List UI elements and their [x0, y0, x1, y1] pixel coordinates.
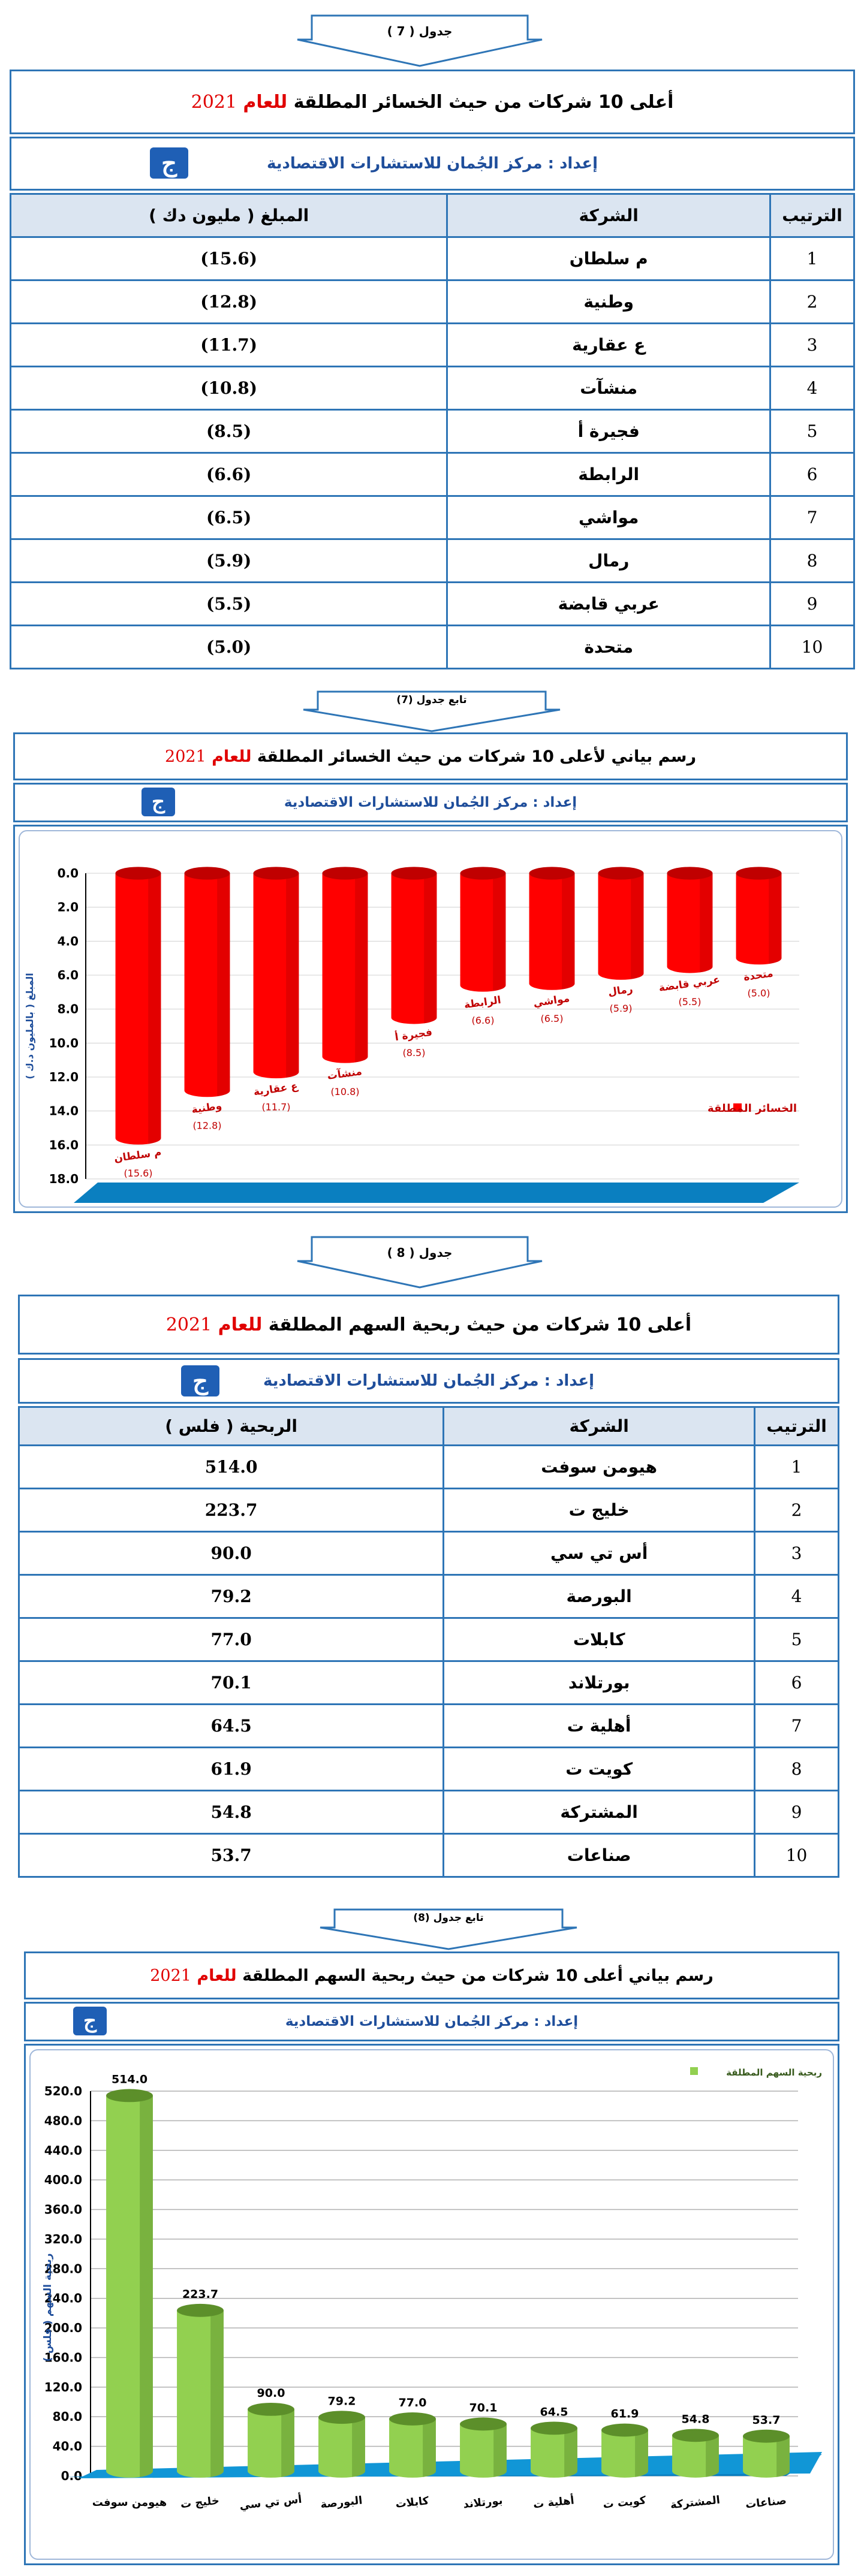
chart7-title-red: للعام: [212, 747, 252, 766]
chart7-ytick-label: 2.0: [57, 900, 79, 915]
table7-cell-value: (11.7): [11, 324, 447, 367]
table7-header-company: الشركة: [447, 194, 770, 237]
chart7-category-label: وطنية: [191, 1100, 223, 1117]
chart7-category-label: عربي قابضة: [658, 973, 721, 994]
table7-cell-rank: 6: [770, 453, 854, 496]
table8-cell-value: 223.7: [19, 1489, 444, 1532]
table8-row: [19, 1834, 839, 1877]
chart8-ytick-label: 480.0: [44, 2113, 82, 2128]
table7-credit: [10, 137, 855, 191]
chart8-title: [24, 1951, 839, 1999]
table8-cell-value: 54.8: [19, 1791, 444, 1834]
table7-credit-text: إعداد : مركز الجُمان للاستشارات الاقتصادية: [266, 155, 598, 173]
chart7-data-label: (10.8): [330, 1086, 360, 1097]
chart8-ylabel: ربحية السهم ( فلس ): [42, 2253, 54, 2362]
table7-row: [11, 237, 854, 280]
chart8-category-label: كويت ت: [602, 2494, 647, 2511]
table7-cell-value: (10.8): [11, 367, 447, 410]
table7-row: [11, 539, 854, 583]
chart7-data-label: (5.0): [747, 987, 770, 999]
table7-header-rank: الترتيب: [770, 194, 854, 237]
chart7-data-label: (6.5): [540, 1013, 564, 1025]
table7-cell-value: (6.5): [11, 496, 447, 539]
table8-title-text: أعلى 10 شركات من حيث ربحية السهم المطلقة: [268, 1314, 692, 1335]
chart8-ytick-label: 320.0: [44, 2231, 82, 2246]
chart7-ytick-label: 14.0: [49, 1103, 79, 1118]
table7-cell-value: (5.9): [11, 539, 447, 583]
chart8-data-label: 77.0: [398, 2396, 427, 2410]
table7-cell-value: (12.8): [11, 280, 447, 324]
chart7-title-year: 2021: [165, 747, 206, 766]
table8-cell-value: 90.0: [19, 1532, 444, 1575]
chart8-category-label: أس تي سي: [239, 2493, 303, 2512]
chart7-arrow-label: تابع جدول (7): [396, 694, 467, 706]
table8-row: [19, 1446, 839, 1489]
chart7-svg: [20, 831, 841, 1206]
table8-cell-company: كويت ت: [444, 1748, 755, 1791]
table7-cell-rank: 9: [770, 583, 854, 626]
chart7-data-label: (5.5): [678, 996, 702, 1008]
table7-header-value: المبلغ ( مليون دك ): [11, 194, 447, 237]
chart7-category-label: م سلطان: [113, 1146, 162, 1165]
chart8-category-label: المشتركة: [669, 2493, 721, 2512]
chart7-arrow: [300, 689, 564, 734]
table8-cell-value: 61.9: [19, 1748, 444, 1791]
table8-cell-value: 64.5: [19, 1705, 444, 1748]
chart8-bar: [106, 2089, 153, 2478]
table8-cell-value: 53.7: [19, 1834, 444, 1877]
chart8-credit: [24, 2002, 839, 2041]
chart7-bar: [254, 867, 299, 1078]
table8-cell-company: أس تي سي: [444, 1532, 755, 1575]
chart8-ytick-label: 160.0: [44, 2350, 82, 2365]
table8-cell-rank: 1: [755, 1446, 839, 1489]
table8-row: [19, 1489, 839, 1532]
chart8-data-label: 90.0: [257, 2386, 285, 2400]
table7-row: [11, 410, 854, 453]
chart7-category-label: ع عقارية: [252, 1080, 299, 1099]
chart7-bar: [116, 867, 161, 1144]
chart8-bar: [531, 2421, 577, 2477]
chart8-bar: [601, 2424, 648, 2478]
table7-row: [11, 453, 854, 496]
chart8-ytick-label: 120.0: [44, 2379, 82, 2394]
chart7-ytick-label: 16.0: [49, 1138, 79, 1153]
table8-title-red: للعام: [218, 1314, 263, 1335]
table7-cell-rank: 4: [770, 367, 854, 410]
chart7-ytick-label: 6.0: [57, 968, 79, 982]
chart8-arrow: [317, 1907, 580, 1951]
table8-cell-company: المشتركة: [444, 1791, 755, 1834]
chart8-data-label: 64.5: [540, 2405, 568, 2419]
chart8-category-label: خليج ت: [180, 2494, 220, 2511]
chart8-legend-swatch: [690, 2067, 698, 2075]
table8-cell-rank: 9: [755, 1791, 839, 1834]
chart7-ylabel: المبلغ ( بالمليون د.ك ): [24, 973, 35, 1079]
table8-cell-rank: 4: [755, 1575, 839, 1618]
chart8-bar: [177, 2304, 224, 2478]
table8-cell-value: 77.0: [19, 1618, 444, 1661]
table7-cell-company: عربي قابضة: [447, 583, 770, 626]
chart8-plot-area: [29, 2049, 834, 2560]
table8-cell-company: البورصة: [444, 1575, 755, 1618]
table7-row: [11, 626, 854, 669]
table7-cell-company: ع عقارية: [447, 324, 770, 367]
chart7-data-label: (6.6): [471, 1015, 495, 1026]
chart8-ytick-label: 520.0: [44, 2084, 82, 2098]
chart8-bar: [389, 2412, 436, 2478]
jumaan-logo-icon: ج: [181, 1365, 219, 1396]
chart8-ytick-label: 80.0: [52, 2409, 82, 2424]
table8-cell-rank: 3: [755, 1532, 839, 1575]
table7-arrow-label: جدول ( 7 ): [387, 24, 453, 38]
chart8-bar: [460, 2418, 507, 2478]
table7-cell-company: رمال: [447, 539, 770, 583]
chart8-data-label: 223.7: [182, 2287, 219, 2301]
chart8-svg: [31, 2050, 833, 2559]
table7-cell-rank: 7: [770, 496, 854, 539]
chart8-ytick-label: 280.0: [44, 2261, 82, 2276]
chart8-credit-text: إعداد : مركز الجُمان للاستشارات الاقتصادية: [285, 2014, 579, 2029]
chart8-title-year: 2021: [150, 1966, 191, 1985]
table7-row: [11, 496, 854, 539]
chart7-title-text: رسم بياني لأعلى 10 شركات من حيث الخسائر المطلقة: [257, 747, 696, 766]
table7-title-red: للعام: [243, 91, 288, 113]
table7-cell-rank: 2: [770, 280, 854, 324]
chart7-bar: [185, 867, 230, 1097]
table8-cell-rank: 5: [755, 1618, 839, 1661]
chart7-ytick-label: 0.0: [57, 866, 79, 880]
table7-cell-rank: 8: [770, 539, 854, 583]
chart7-category-label: منشآت: [326, 1066, 363, 1083]
table7-cell-company: الرابطة: [447, 453, 770, 496]
table8-credit: [18, 1358, 839, 1404]
chart7-category-label: فجيرة أ: [394, 1026, 433, 1044]
table7-cell-company: منشآت: [447, 367, 770, 410]
table7-cell-company: مواشي: [447, 496, 770, 539]
jumaan-logo-icon: ج: [142, 788, 175, 816]
table8-row: [19, 1791, 839, 1834]
chart8-ytick-label: 440.0: [44, 2143, 82, 2158]
table7-cell-value: (5.0): [11, 626, 447, 669]
table8-cell-rank: 2: [755, 1489, 839, 1532]
chart8-title-red: للعام: [197, 1966, 237, 1985]
table8-title-year: 2021: [165, 1314, 212, 1335]
table7-cell-company: فجيرة أ: [447, 410, 770, 453]
chart7-bar: [392, 867, 437, 1024]
table7-arrow: [294, 13, 546, 68]
table8-row: [19, 1748, 839, 1791]
table8-cell-company: خليج ت: [444, 1489, 755, 1532]
table8-cell-rank: 6: [755, 1661, 839, 1705]
chart8-ytick-label: 200.0: [44, 2321, 82, 2336]
chart8-category-label: كابلات: [395, 2494, 430, 2511]
chart8-ytick-label: 360.0: [44, 2202, 82, 2217]
table7-cell-rank: 1: [770, 237, 854, 280]
chart8-category-label: بورتلاند: [462, 2494, 504, 2511]
table8-row: [19, 1532, 839, 1575]
chart8-data-label: 54.8: [681, 2412, 710, 2426]
table8-cell-value: 514.0: [19, 1446, 444, 1489]
chart8-legend-label: ربحية السهم المطلقة: [726, 2067, 822, 2078]
table8: [18, 1406, 839, 1878]
chart8-ytick-label: 0.0: [61, 2469, 82, 2483]
table7-cell-value: (8.5): [11, 410, 447, 453]
table7-cell-rank: 3: [770, 324, 854, 367]
table7-row: [11, 367, 854, 410]
jumaan-logo-icon: ج: [150, 147, 188, 179]
chart7-bar: [736, 867, 782, 964]
table7: [10, 193, 855, 669]
table8-row: [19, 1705, 839, 1748]
chart7-credit: [13, 783, 848, 822]
chart7-data-label: (15.6): [124, 1168, 153, 1179]
chart7-bar: [529, 867, 575, 990]
chart7-title: [13, 732, 848, 780]
chart8-data-label: 53.7: [752, 2413, 781, 2427]
chart7-bar: [323, 867, 368, 1063]
chart8-bar: [248, 2403, 294, 2478]
jumaan-logo-icon: ج: [73, 2007, 107, 2035]
table7-title: [10, 70, 855, 134]
chart8-ytick-label: 400.0: [44, 2173, 82, 2188]
table8-cell-company: أهلية ت: [444, 1705, 755, 1748]
chart8-data-label: 79.2: [327, 2394, 356, 2408]
table8-cell-rank: 7: [755, 1705, 839, 1748]
table8-row: [19, 1661, 839, 1705]
table7-cell-rank: 5: [770, 410, 854, 453]
chart7-data-label: (8.5): [402, 1046, 426, 1058]
chart8-bar: [672, 2429, 719, 2477]
table7-cell-company: متحدة: [447, 626, 770, 669]
chart7-ytick-label: 4.0: [57, 934, 79, 949]
chart7-category-label: مواشي: [532, 993, 571, 1010]
chart7-floor: [74, 1183, 799, 1203]
chart8-bar: [743, 2430, 790, 2478]
table7-cell-company: وطنية: [447, 280, 770, 324]
table8-cell-rank: 8: [755, 1748, 839, 1791]
chart7-bar: [460, 867, 506, 991]
chart7-bar: [667, 867, 713, 973]
chart7-ytick-label: 10.0: [49, 1036, 79, 1051]
table8-header-value: الربحية ( فلس ): [19, 1407, 444, 1446]
chart8-bar: [318, 2411, 365, 2478]
chart7-frame: [13, 825, 848, 1213]
table7-row: [11, 280, 854, 324]
table8-header-company: الشركة: [444, 1407, 755, 1446]
chart8-ytick-label: 40.0: [52, 2439, 82, 2454]
table7-title-text: أعلى 10 شركات من حيث الخسائر المطلقة: [293, 91, 674, 113]
chart8-ytick-label: 240.0: [44, 2291, 82, 2306]
table8-cell-company: هيومن سوفت: [444, 1446, 755, 1489]
chart7-plot-area: [19, 830, 842, 1208]
chart7-bar: [598, 867, 644, 979]
table8-header-rank: الترتيب: [755, 1407, 839, 1446]
table8-arrow: [294, 1235, 546, 1290]
chart8-category-label: هيومن سوفت: [92, 2496, 167, 2509]
table8-cell-company: بورتلاند: [444, 1661, 755, 1705]
chart7-data-label: (11.7): [261, 1101, 291, 1113]
chart7-ytick-label: 8.0: [57, 1002, 79, 1016]
table8-cell-company: صناعات: [444, 1834, 755, 1877]
chart7-category-label: الرابطة: [463, 994, 502, 1012]
table7-cell-value: (15.6): [11, 237, 447, 280]
chart8-frame: [24, 2044, 839, 2565]
table7-cell-rank: 10: [770, 626, 854, 669]
table7-title-year: 2021: [191, 91, 237, 113]
chart7-category-label: رمال: [607, 983, 634, 999]
table7-cell-value: (6.6): [11, 453, 447, 496]
table7-cell-value: (5.5): [11, 583, 447, 626]
chart8-data-label: 70.1: [469, 2401, 498, 2415]
chart8-arrow-label: تابع جدول (8): [413, 1912, 484, 1924]
chart7-data-label: (12.8): [192, 1120, 222, 1132]
chart8-data-label: 61.9: [610, 2407, 639, 2421]
chart7-category-label: متحدة: [742, 967, 774, 984]
chart8-title-text: رسم بياني أعلى 10 شركات من حيث ربحية السهم المطلقة: [242, 1966, 714, 1985]
table8-cell-rank: 10: [755, 1834, 839, 1877]
table8-arrow-label: جدول ( 8 ): [387, 1245, 453, 1260]
chart7-ytick-label: 18.0: [49, 1172, 79, 1186]
table8-title: [18, 1295, 839, 1355]
table7-row: [11, 583, 854, 626]
table7-cell-company: م سلطان: [447, 237, 770, 280]
table8-credit-text: إعداد : مركز الجُمان للاستشارات الاقتصادية: [263, 1372, 595, 1390]
table8-row: [19, 1575, 839, 1618]
table8-cell-value: 70.1: [19, 1661, 444, 1705]
chart8-category-label: أهلية ت: [532, 2494, 575, 2511]
table7-row: [11, 324, 854, 367]
chart7-credit-text: إعداد : مركز الجُمان للاستشارات الاقتصادية: [284, 795, 577, 810]
chart7-data-label: (5.9): [609, 1003, 633, 1015]
chart8-category-label: صناعات: [745, 2494, 787, 2511]
table8-cell-value: 79.2: [19, 1575, 444, 1618]
table8-row: [19, 1618, 839, 1661]
chart7-ytick-label: 12.0: [49, 1070, 79, 1084]
chart7-legend-label: الخسائر المطلقة: [708, 1102, 797, 1115]
table8-cell-company: كابلات: [444, 1618, 755, 1661]
chart8-category-label: البورصة: [320, 2494, 363, 2511]
chart8-data-label: 514.0: [111, 2073, 148, 2086]
